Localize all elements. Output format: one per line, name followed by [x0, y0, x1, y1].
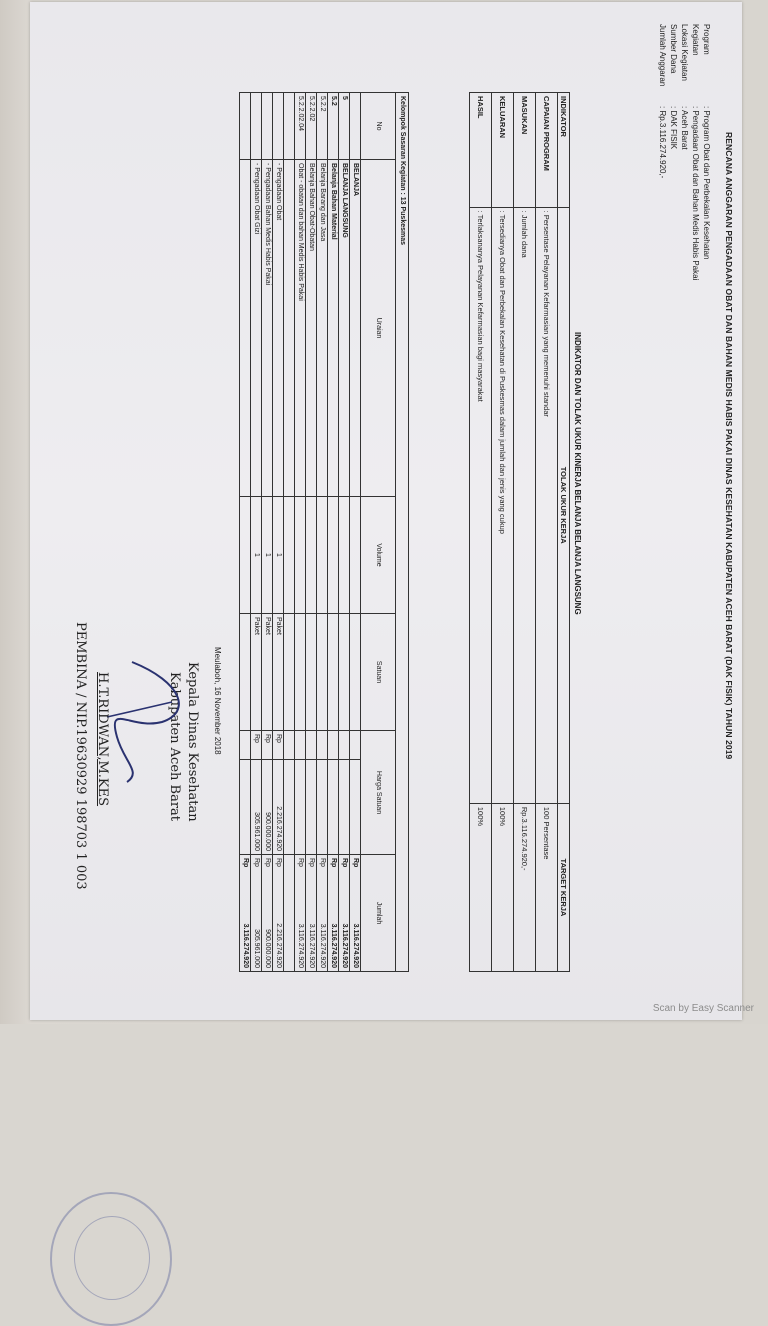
row-jumlah-rp: Rp [264, 858, 271, 867]
row-volume [339, 497, 350, 614]
row-volume: 1 [262, 497, 273, 614]
row-harga [339, 760, 350, 855]
official-name: H.T.RIDWAN,M.KES [95, 672, 110, 807]
position-line-1: Kepala Dinas Kesehatan [185, 662, 200, 822]
row-harga [317, 760, 328, 855]
row-no: 5.2 [328, 93, 339, 160]
meta-value: : Program Obat dan Perbekalan Kesehatan [702, 106, 711, 260]
row-satuan [240, 614, 251, 731]
meta-row [701, 24, 712, 324]
row-uraian [240, 160, 251, 497]
uraian-col-header: Uraian [361, 160, 396, 497]
row-jumlah-value: 3.116.274.920 [352, 923, 359, 968]
indikator-row [492, 93, 514, 972]
row-harga: 900.000.000 [262, 760, 273, 855]
target-cell: Rp.3.116.274.920,- [514, 803, 536, 971]
indikator-cell: HASIL [470, 93, 492, 208]
place-date: Meulaboh, 16 November 2018 [213, 647, 222, 755]
row-volume [295, 497, 306, 614]
row-harga-rp: Rp [273, 731, 284, 760]
scanned-paper [30, 2, 742, 1020]
document-title: RENCANA ANGGARAN PENGADAAN OBAT DAN BAHAN MEDIS HABIS PAKAI DINAS KESEHATAN KABUPATEN ACEH BARAT (DAK FISIK) TAHUN 2019 [724, 132, 734, 760]
scanner-watermark: Scan by Easy Scanner [652, 1003, 754, 1014]
row-jumlah-value: 3.116.274.920 [319, 923, 326, 968]
row-jumlah [328, 855, 339, 972]
indikator-row [514, 93, 536, 972]
row-harga [350, 760, 361, 855]
row-satuan [350, 614, 361, 731]
row-harga [284, 760, 295, 855]
row-harga: 305.961.000 [251, 760, 262, 855]
meta-block [657, 24, 712, 324]
row-jumlah-rp: Rp [319, 858, 326, 867]
row-jumlah-value: 3.116.274.920 [330, 923, 337, 968]
row-jumlah-value: 3.116.274.920 [242, 923, 249, 968]
row-harga [306, 760, 317, 855]
row-jumlah [295, 855, 306, 972]
tolak-ukur-cell: : Tersedianya Obat dan Perbekalan Kesehatan di Puskesmas dalam jumlah dan jenis yang cukup [492, 207, 514, 803]
row-jumlah [350, 855, 361, 972]
meta-value: : DAK FISIK [669, 106, 678, 150]
row-jumlah [262, 855, 273, 972]
row-no: 5.2.2.02.04 [295, 93, 306, 160]
indikator-col-header: INDIKATOR [558, 93, 570, 208]
meta-value: : Aceh Barat [680, 106, 689, 150]
meta-row [679, 24, 690, 324]
table-row [251, 93, 262, 972]
row-jumlah-rp: Rp [275, 858, 282, 867]
row-uraian: Belanja Bahan Material [328, 160, 339, 497]
row-jumlah [284, 855, 295, 972]
table-row [284, 93, 295, 972]
meta-row [690, 24, 701, 324]
row-volume: 1 [273, 497, 284, 614]
meta-label: Kegiatan [691, 24, 700, 56]
row-jumlah [251, 855, 262, 972]
row-satuan [295, 614, 306, 731]
row-no [350, 93, 361, 160]
table-row [273, 93, 284, 972]
indikator-cell: MASUKAN [514, 93, 536, 208]
tolak-ukur-cell: : Terlaksananya Pelayanan Kefarmasian bagi masyarakat [470, 207, 492, 803]
row-volume [306, 497, 317, 614]
satuan-col-header: Satuan [361, 614, 396, 731]
meta-row [657, 24, 668, 324]
row-harga-rp: Rp [262, 731, 273, 760]
rotated-document [30, 2, 742, 1020]
meta-label: Program [702, 24, 711, 55]
target-cell: 100 Persentase [536, 803, 558, 971]
row-uraian: - Pengadaan Bahan Medis Habis Pakai [262, 160, 273, 497]
official-rank-nip: PEMBINA / NIP.19630929 198703 1 003 [73, 622, 88, 890]
row-no: 5.2.2.02 [306, 93, 317, 160]
row-uraian: Belanja Barang dan Jasa [317, 160, 328, 497]
row-no [262, 93, 273, 160]
indikator-row [536, 93, 558, 972]
row-satuan [339, 614, 350, 731]
harga-col-header: Harga Satuan [361, 731, 396, 855]
row-volume [284, 497, 295, 614]
row-jumlah [339, 855, 350, 972]
row-uraian: - Pengadaan Obat Gizi [251, 160, 262, 497]
row-volume [240, 497, 251, 614]
table-row [295, 93, 306, 972]
row-jumlah [317, 855, 328, 972]
tolak-ukur-col-header: TOLAK UKUR KERJA [558, 207, 570, 803]
row-volume [350, 497, 361, 614]
meta-label: Jumlah Anggaran [658, 24, 667, 87]
row-jumlah-rp: Rp [308, 858, 315, 867]
row-jumlah [273, 855, 284, 972]
row-jumlah [306, 855, 317, 972]
position-line-2: Kabupaten Aceh Barat [167, 672, 182, 822]
row-jumlah-value: 2.216.274.920 [275, 923, 282, 968]
row-satuan [328, 614, 339, 731]
row-jumlah-rp: Rp [253, 858, 260, 867]
table-row [306, 93, 317, 972]
table-row [350, 93, 361, 972]
indikator-table [469, 92, 570, 972]
row-jumlah-rp: Rp [242, 858, 249, 868]
row-satuan [284, 614, 295, 731]
meta-label: Lokasi Kegiatan [680, 24, 689, 81]
row-no: 5 [339, 93, 350, 160]
row-jumlah-rp: Rp [330, 858, 337, 868]
indikator-section-title: INDIKATOR DAN TOLAK UKUR KINERJA BELANJA BELANJA LANGSUNG [573, 332, 582, 615]
row-harga-rp [284, 731, 295, 760]
volume-col-header: Volume [361, 497, 396, 614]
meta-value: : Rp.3.116.274.920,- [658, 106, 667, 179]
meta-label: Sumber Dana [669, 24, 678, 74]
row-uraian: BELANJA [350, 160, 361, 497]
target-col-header: TARGET KERJA [558, 803, 570, 971]
row-satuan: Paket [251, 614, 262, 731]
row-jumlah-value: 3.116.274.920 [308, 923, 315, 968]
row-no: 5.2.2 [317, 93, 328, 160]
table-row [339, 93, 350, 972]
meta-row [668, 24, 679, 324]
meta-value: : Pengadaan Obat dan Bahan Medis Habis Pakai [691, 106, 700, 281]
row-jumlah-rp: Rp [352, 858, 359, 868]
row-harga-rp [317, 731, 328, 760]
table-row [328, 93, 339, 972]
row-no [284, 93, 295, 160]
row-no [273, 93, 284, 160]
row-jumlah-value: 3.116.274.920 [297, 923, 304, 968]
row-harga [240, 760, 251, 855]
row-uraian [284, 160, 295, 497]
row-jumlah-value: 900.000.000 [264, 929, 271, 968]
row-satuan: Paket [262, 614, 273, 731]
row-satuan: Paket [273, 614, 284, 731]
row-volume: 1 [251, 497, 262, 614]
row-jumlah-rp: Rp [341, 858, 348, 868]
row-satuan [317, 614, 328, 731]
row-no [251, 93, 262, 160]
row-volume [317, 497, 328, 614]
target-cell: 100% [470, 803, 492, 971]
belanja-table [239, 92, 409, 972]
row-harga-rp [295, 731, 306, 760]
jumlah-col-header: Jumlah [361, 855, 396, 972]
kelompok-sasaran: Kelompok Sasaran Kegiatan : 13 Puskesmas [396, 93, 409, 972]
row-harga-rp [240, 731, 251, 760]
tolak-ukur-cell: : Jumlah dana [514, 207, 536, 803]
signature-block [37, 602, 222, 962]
indikator-cell: KELUARAN [492, 93, 514, 208]
table-row [240, 93, 251, 972]
official-stamp [50, 1192, 172, 1326]
row-harga [295, 760, 306, 855]
row-harga-rp: Rp [251, 731, 262, 760]
table-row [317, 93, 328, 972]
row-harga: 2.216.274.920 [273, 760, 284, 855]
row-harga [328, 760, 339, 855]
target-cell: 100% [492, 803, 514, 971]
row-no [240, 93, 251, 160]
row-volume [328, 497, 339, 614]
table-row [262, 93, 273, 972]
row-jumlah-value: 305.961.000 [253, 929, 260, 968]
row-jumlah [240, 855, 251, 972]
tolak-ukur-cell: : Persentase Pelayanan Kefarmasian yang memenuhi standar [536, 207, 558, 803]
row-jumlah-rp: Rp [297, 858, 304, 867]
row-harga-rp [339, 731, 350, 760]
indikator-cell: CAPAIAN PROGRAM [536, 93, 558, 208]
row-satuan [306, 614, 317, 731]
row-harga-rp [350, 731, 361, 760]
no-col-header: No [361, 93, 396, 160]
row-harga-rp [306, 731, 317, 760]
row-uraian: - Pengadaan Obat [273, 160, 284, 497]
row-uraian: BELANJA LANGSUNG [339, 160, 350, 497]
indikator-row [470, 93, 492, 972]
row-uraian: Belanja Bahan Obat-Obatan [306, 160, 317, 497]
row-jumlah-value: 3.116.274.920 [341, 923, 348, 968]
row-harga-rp [328, 731, 339, 760]
row-uraian: Obat - obatan dan bahan Medis Habis Pakai [295, 160, 306, 497]
